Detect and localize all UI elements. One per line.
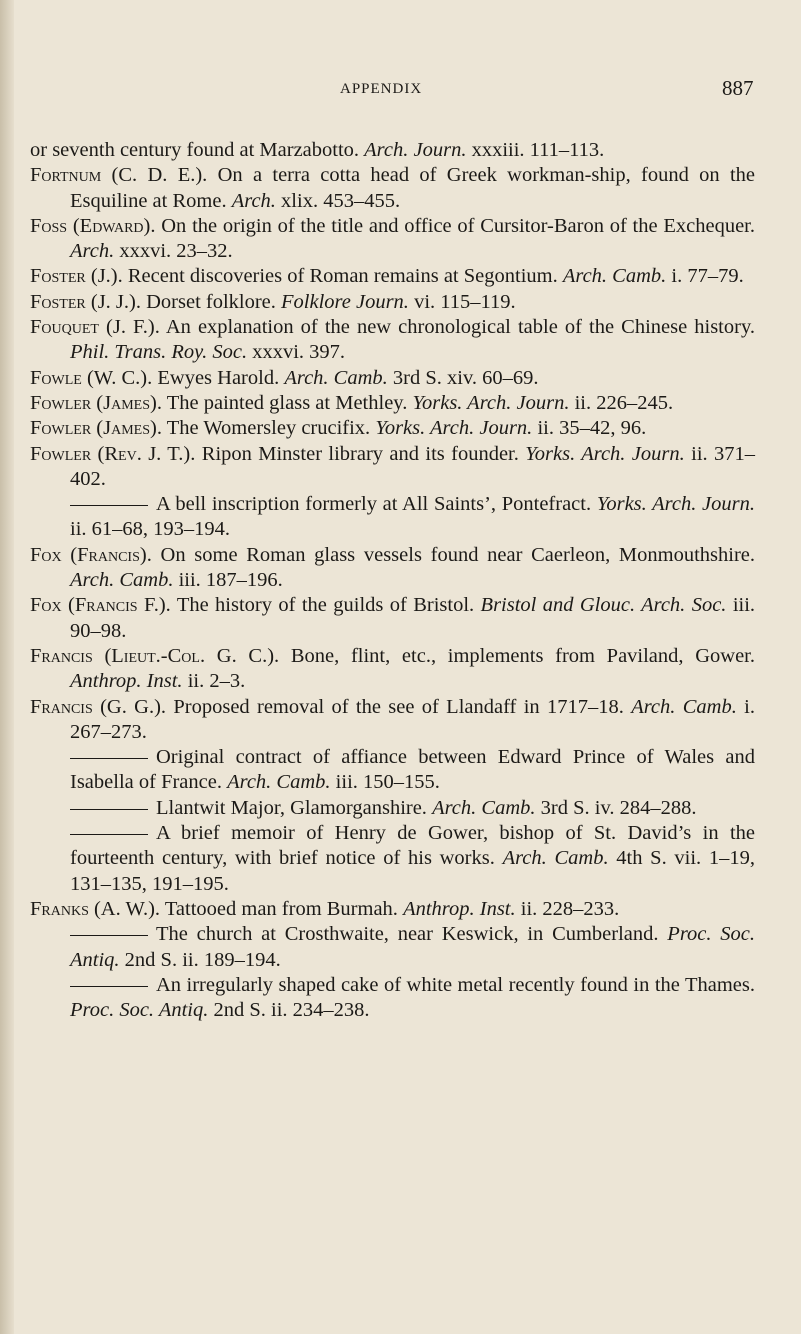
bibliography-entry: [30, 391, 755, 416]
entry-title: Llantwit Major, Glamorganshire.: [156, 796, 427, 819]
entry-source: Proc. Soc. Antiq.: [70, 923, 755, 971]
entry-title: Recent discoveries of Roman remains at Segontium.: [127, 265, 558, 288]
entry-title: An explanation of the new chronological table of the Chinese history.: [165, 316, 756, 339]
entry-reference: 2nd S. ii. 189–194.: [124, 948, 281, 971]
page-number: 887: [722, 76, 754, 100]
page-header: [0, 76, 801, 106]
entry-reference: 3rd S. xiv. 60–69.: [392, 366, 539, 389]
entry-title: On a terra cotta head of Greek workman-ship, found on the Esquiline at Rome.: [70, 164, 755, 212]
entry-reference: 4th S. vii. 1–19, 131–135, 191–195.: [70, 847, 755, 895]
bibliography-entry: [30, 973, 755, 1024]
entry-reference: xxxvi. 397.: [252, 341, 346, 364]
bibliography-entry: [30, 492, 755, 543]
bibliography-entry: [30, 922, 755, 973]
entry-author: Fouquet (J. F.).: [30, 316, 160, 339]
entry-title: The Womersley crucifix.: [166, 417, 371, 440]
entry-reference: xxxvi. 23–32.: [119, 240, 233, 263]
ditto-rule: [70, 758, 148, 759]
entry-title: A bell inscription formerly at All Saints’, Pontefract.: [156, 493, 592, 516]
entry-title: The painted glass at Methley.: [166, 391, 408, 414]
entry-title: Bone, flint, etc., implements from Paviland, Gower.: [290, 644, 756, 667]
entry-reference: vi. 115–119.: [414, 290, 516, 313]
entry-title: A brief memoir of Henry de Gower, bishop of St. David’s in the fourteenth century, with brief notice of his works.: [70, 822, 755, 870]
entry-title: The history of the guilds of Bristol.: [176, 594, 475, 617]
entry-source: Yorks. Arch. Journ.: [375, 417, 533, 440]
running-head: APPENDIX: [340, 81, 423, 97]
entry-author: Francis (G. G.).: [30, 695, 167, 718]
bibliography-entry: [30, 315, 755, 366]
entry-reference: iii. 150–155.: [335, 771, 440, 794]
entry-source: Folklore Journ.: [281, 290, 409, 313]
entry-title: or seventh century found at Marzabotto.: [30, 139, 360, 161]
entry-source: Bristol and Glouc. Arch. Soc.: [480, 594, 727, 617]
entry-source: Yorks. Arch. Journ.: [525, 442, 685, 465]
bibliography-entry: [30, 138, 755, 163]
entry-source: Arch. Camb.: [70, 569, 174, 592]
entry-reference: ii. 226–245.: [574, 391, 674, 414]
bibliography-entry: [30, 290, 755, 315]
entry-source: Anthrop. Inst.: [70, 670, 183, 693]
bibliography-entry: [30, 897, 755, 922]
bibliography-entry: [30, 264, 755, 289]
entry-reference: ii. 228–233.: [520, 897, 620, 920]
entry-source: Arch. Camb.: [284, 366, 388, 389]
bibliography-entry: [30, 745, 755, 796]
entry-title: Dorset folklore.: [146, 290, 276, 313]
ditto-rule: [70, 986, 148, 987]
bibliography-entry: [30, 442, 755, 493]
bibliography-entry: [30, 543, 755, 594]
entry-source: Proc. Soc. Antiq.: [70, 999, 209, 1022]
entry-title: An irregularly shaped cake of white metal recently found in the Thames.: [156, 973, 755, 996]
ditto-rule: [70, 935, 148, 936]
bibliography-list: [30, 138, 755, 1023]
entry-reference: xxxiii. 111–113.: [471, 139, 605, 161]
entry-source: Anthrop. Inst.: [403, 897, 516, 920]
entry-title: Proposed removal of the see of Llandaff in 1717–18.: [173, 695, 624, 718]
entry-source: Arch.: [70, 240, 115, 263]
entry-author: Fowler (James).: [30, 391, 162, 414]
entry-reference: iii. 187–196.: [178, 569, 283, 592]
entry-source: Arch. Camb.: [502, 847, 609, 870]
entry-author: Fox (Francis F.).: [30, 594, 171, 617]
entry-title: Ripon Minster library and its founder.: [201, 442, 519, 465]
entry-author: Fox (Francis).: [30, 543, 152, 566]
bibliography-entry: [30, 593, 755, 644]
entry-source: Arch. Journ.: [364, 139, 467, 161]
entry-source: Yorks. Arch. Journ.: [412, 391, 570, 414]
bibliography-entry: [30, 796, 755, 821]
entry-reference: ii. 61–68, 193–194.: [70, 518, 231, 541]
bibliography-entry: [30, 416, 755, 441]
bibliography-entry: [30, 695, 755, 746]
entry-source: Arch. Camb.: [432, 796, 536, 819]
entry-source: Arch. Camb.: [631, 695, 737, 718]
entry-author: Francis (Lieut.-Col. G. C.).: [30, 644, 280, 667]
bibliography-entry: [30, 366, 755, 391]
entry-reference: xlix. 453–455.: [281, 189, 401, 212]
entry-author: Fowle (W. C.).: [30, 366, 153, 389]
bibliography-entry: [30, 821, 755, 897]
ditto-rule: [70, 809, 148, 810]
entry-reference: ii. 371–402.: [70, 442, 756, 490]
ditto-rule: [70, 834, 148, 835]
entry-source: Arch. Camb.: [562, 265, 667, 288]
entry-reference: i. 267–273.: [70, 695, 755, 743]
bibliography-entry: [30, 163, 755, 214]
entry-reference: i. 77–79.: [671, 265, 744, 288]
entry-reference: iii. 90–98.: [70, 594, 756, 642]
entry-title: Original contract of affiance between Edward Prince of Wales and Isabella of France.: [70, 746, 755, 794]
entry-author: Foster (J.).: [30, 265, 123, 288]
entry-author: Foss (Edward).: [30, 214, 156, 237]
entry-source: Yorks. Arch. Journ.: [596, 493, 755, 516]
entry-author: Foster (J. J.).: [30, 290, 141, 313]
entry-title: On some Roman glass vessels found near Caerleon, Monmouthshire.: [160, 543, 756, 566]
entry-title: The church at Crosthwaite, near Keswick, in Cumberland.: [156, 923, 659, 946]
entry-title: Tattooed man from Burmah.: [164, 897, 398, 920]
entry-author: Fortnum (C. D. E.).: [30, 164, 208, 187]
entry-source: Arch. Camb.: [227, 771, 331, 794]
bibliography-entry: [30, 214, 755, 265]
page-edge: [0, 0, 14, 1334]
entry-reference: ii. 2–3.: [187, 670, 246, 693]
entry-author: Fowler (James).: [30, 417, 162, 440]
entry-source: Phil. Trans. Roy. Soc.: [70, 341, 248, 364]
entry-author: Franks (A. W.).: [30, 897, 161, 920]
entry-title: Ewyes Harold.: [157, 366, 280, 389]
bibliography-entry: [30, 644, 755, 695]
entry-title: On the origin of the title and office of Cursitor-Baron of the Exchequer.: [161, 214, 755, 237]
entry-source: Arch.: [231, 189, 276, 212]
entry-reference: ii. 35–42, 96.: [537, 417, 647, 440]
entry-reference: 2nd S. ii. 234–238.: [213, 999, 370, 1022]
entry-author: Fowler (Rev. J. T.).: [30, 442, 196, 465]
entry-reference: 3rd S. iv. 284–288.: [540, 796, 697, 819]
ditto-rule: [70, 505, 148, 506]
